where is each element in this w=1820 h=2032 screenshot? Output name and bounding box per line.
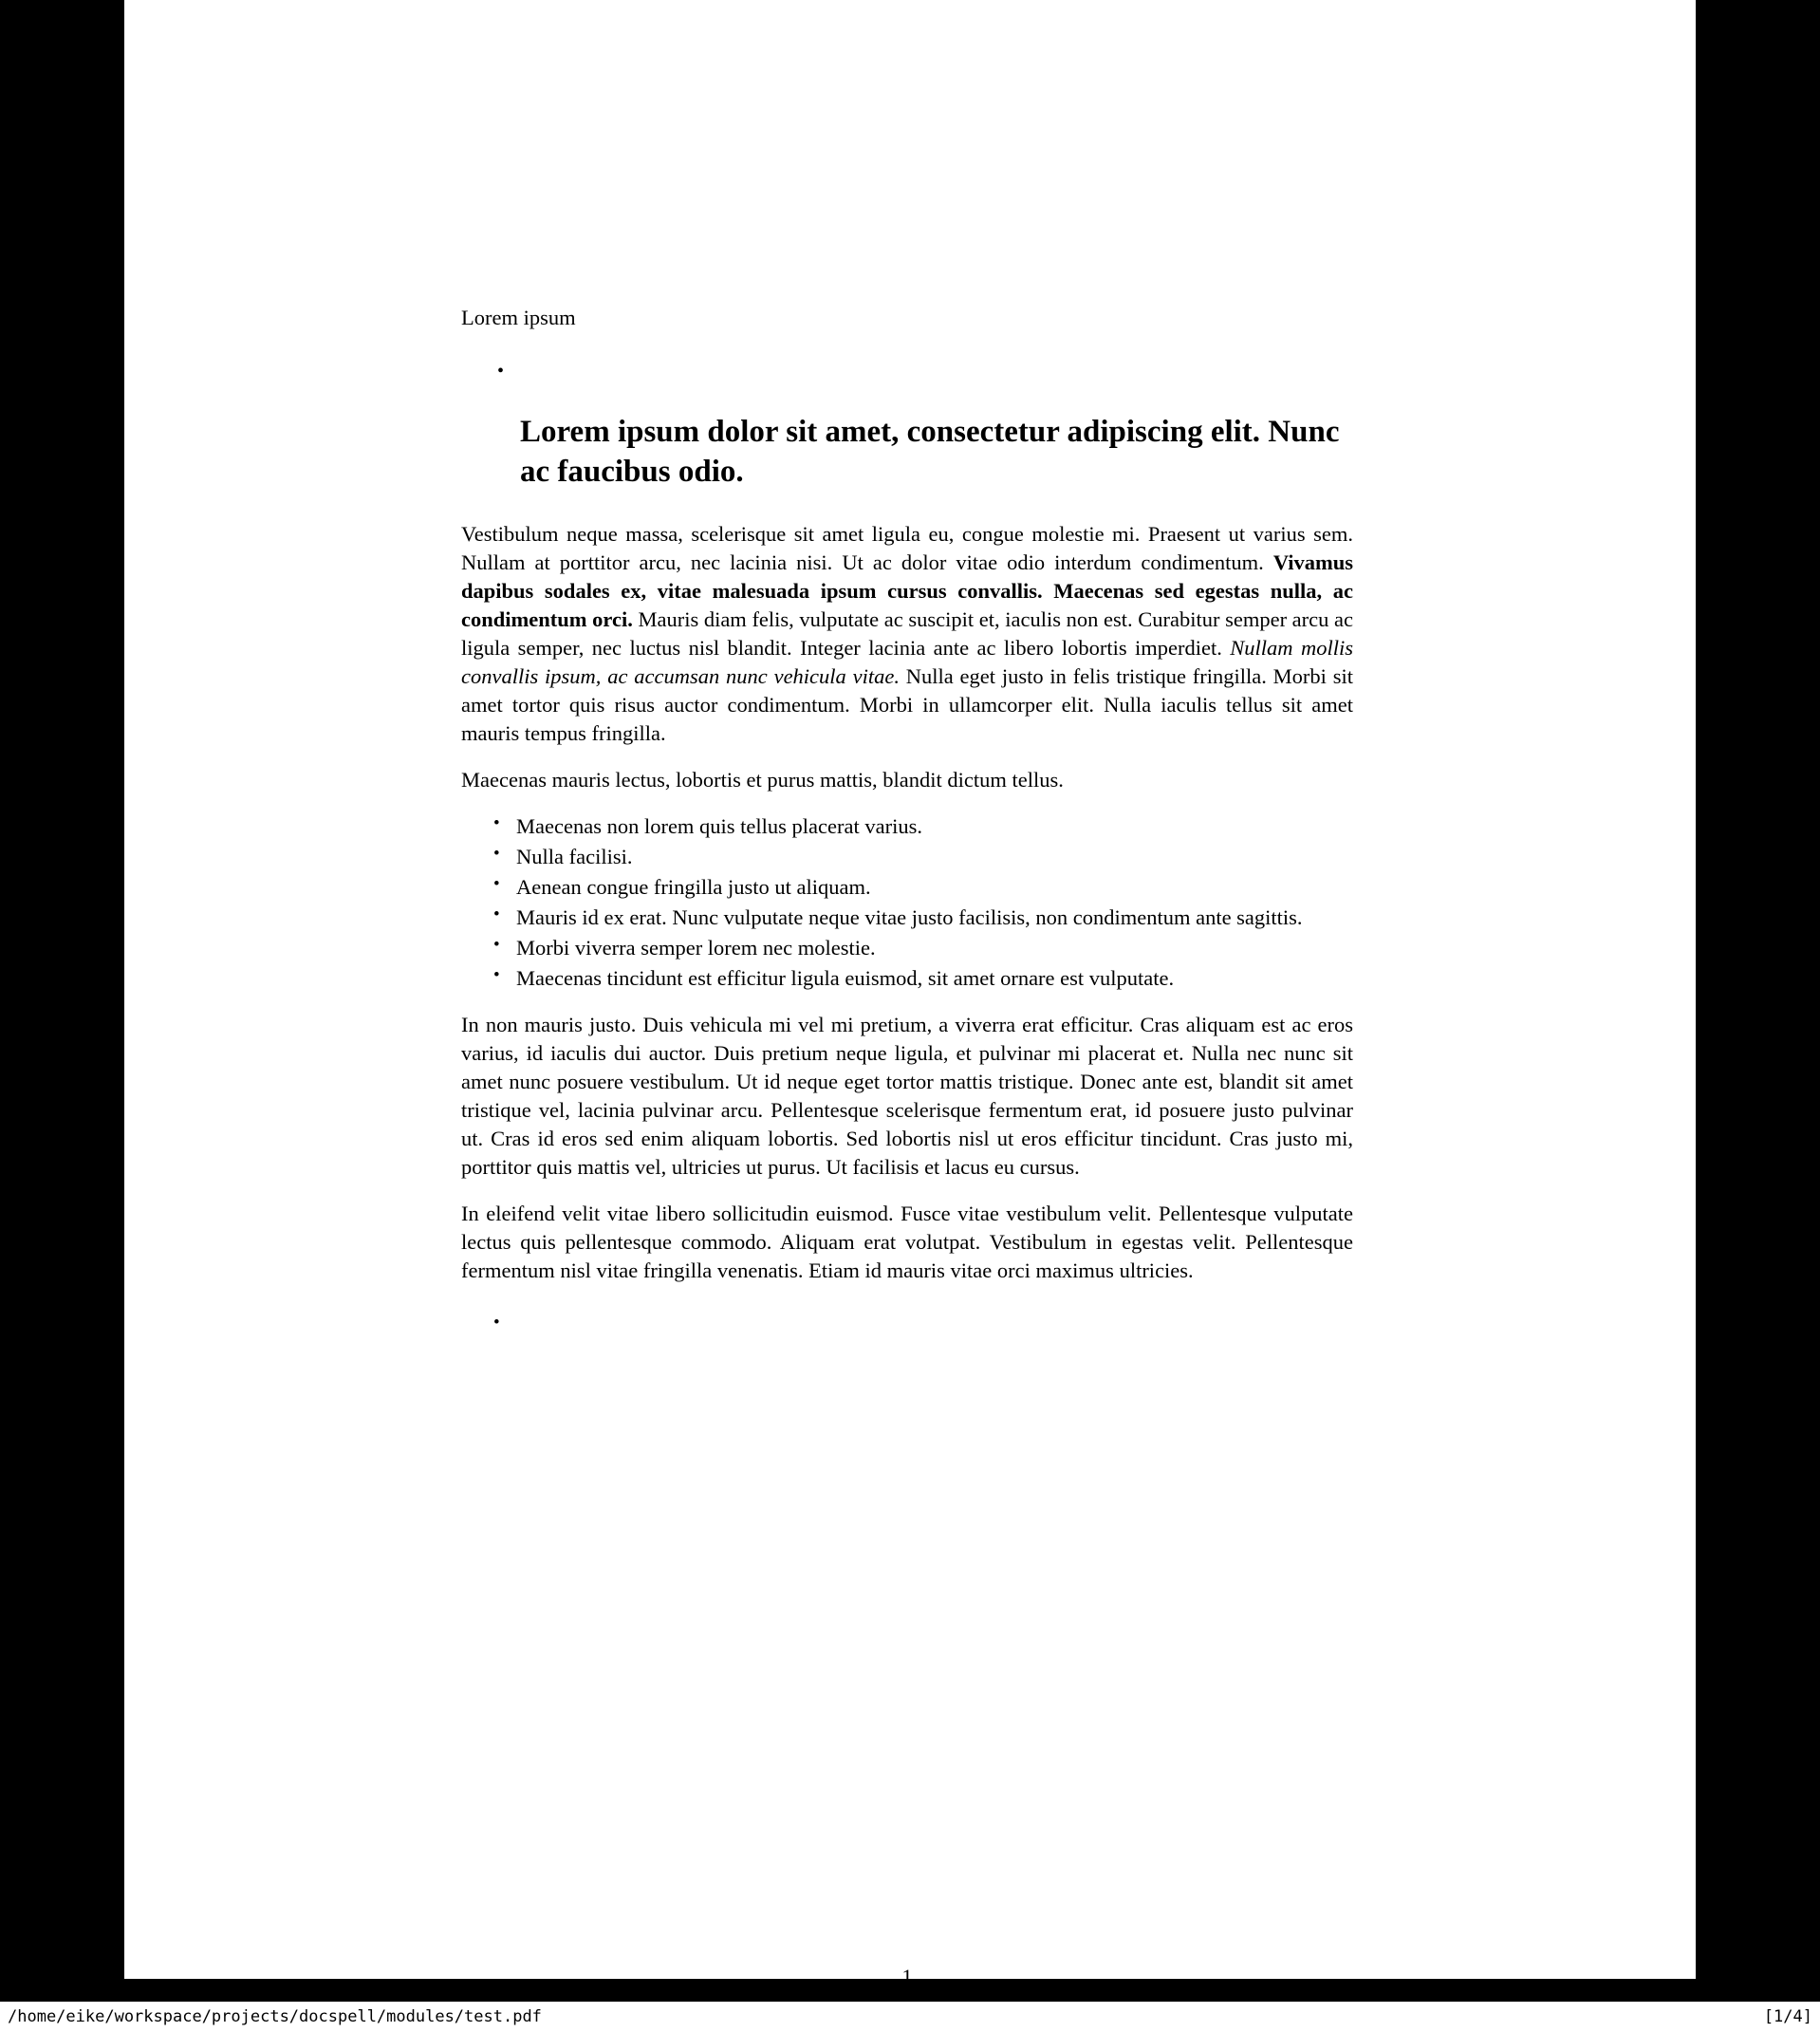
- list-item: • Morbi viverra semper lorem nec molestie.: [461, 934, 1353, 962]
- list-item: • Maecenas tincidunt est efficitur ligula euismod, sit amet ornare est vulputate.: [461, 964, 1353, 993]
- paragraph-1-bold: Vivamus dapibus sodales ex, vitae malesuada ipsum cursus convallis. Maecenas sed egestas nulla, ac condimentum orci.: [461, 550, 1353, 631]
- document-title: Lorem ipsum dolor sit amet, consectetur adipiscing elit. Nunc ac faucibus odio.: [520, 415, 1340, 489]
- paragraph-1: [461, 520, 1353, 748]
- trailing-empty-bullet: [461, 1313, 1353, 1351]
- status-bar: [0, 2002, 1820, 2032]
- title-bullet-list: [461, 360, 1353, 392]
- empty-bullet-item: [461, 360, 1353, 392]
- page-indicator-label: [1/4]: [1763, 2007, 1812, 2026]
- paragraph-1-text-a: Vestibulum neque massa, scelerisque sit amet ligula eu, congue molestie mi. Praesent ut varius sem. Nullam at porttitor arcu, nec lacinia nisi. Ut ac dolor vitae odio interdum condimentum.: [461, 521, 1353, 574]
- paragraph-1-text-c: Nulla eget justo in felis tristique fringilla. Morbi sit amet tortor quis risus auctor condimentum. Morbi in ullamcorper elit. Nulla iaculis tellus sit amet mauris tempus fringilla.: [461, 663, 1353, 745]
- list-item: • Nulla facilisi.: [461, 843, 1353, 871]
- pdf-page-sheet[interactable]: [124, 0, 1696, 1988]
- list-item: • Maecenas non lorem quis tellus placerat varius.: [461, 812, 1353, 841]
- paragraph-2: Maecenas mauris lectus, lobortis et purus mattis, blandit dictum tellus.: [461, 768, 1064, 792]
- page-number: 1: [901, 1965, 913, 1988]
- paragraph-1-italic: Nullam mollis convallis ipsum, ac accumsan nunc vehicula vitae.: [461, 635, 1353, 688]
- bullet-list: [461, 812, 1353, 993]
- list-item: • Mauris id ex erat. Nunc vulputate neque vitae justo facilisis, non condimentum ante sagittis.: [461, 904, 1353, 932]
- paragraph-3: In non mauris justo. Duis vehicula mi vel mi pretium, a viverra erat efficitur. Cras aliquam est ac eros varius, id iaculis dui auctor. Duis pretium neque ligula, et pulvinar mi placerat et. Nulla nec nunc sit amet nunc posuere vestibulum. Ut id neque eget tortor mattis tristique. Donec ante est, blandit sit amet tristique vel, lacinia pulvinar arcu. Pellentesque scelerisque fermentum erat, id posuere justo pulvinar ut. Cras id eros sed enim aliquam lobortis. Sed lobortis nisl ut eros efficitur tincidunt. Cras justo mi, porttitor quis mattis vel, ultricies ut purus. Ut facilisis et lacus eu cursus.: [461, 1013, 1353, 1180]
- page-content: [461, 304, 1353, 1988]
- paragraph-1-text-b: Mauris diam felis, vulputate ac suscipit et, iaculis non est. Curabitur semper arcu ac ligula semper, nec luctus nisl blandit. Integer lacinia ante ac libero lobortis imperdiet.: [461, 606, 1353, 660]
- running-head: Lorem ipsum: [461, 306, 576, 329]
- paragraph-4: In eleifend velit vitae libero sollicitudin euismod. Fusce vitae vestibulum velit. Pellentesque vulputate lectus quis pellentesque commodo. Aliquam erat volutpat. Vestibulum in egestas velit. Pellentesque fermentum nisl vitae fringilla venenatis. Etiam id mauris vitae orci maximus ultricies.: [461, 1202, 1353, 1283]
- list-item: • Aenean congue fringilla justo ut aliquam.: [461, 873, 1353, 902]
- file-path-label: /home/eike/workspace/projects/docspell/modules/test.pdf: [8, 2007, 542, 2026]
